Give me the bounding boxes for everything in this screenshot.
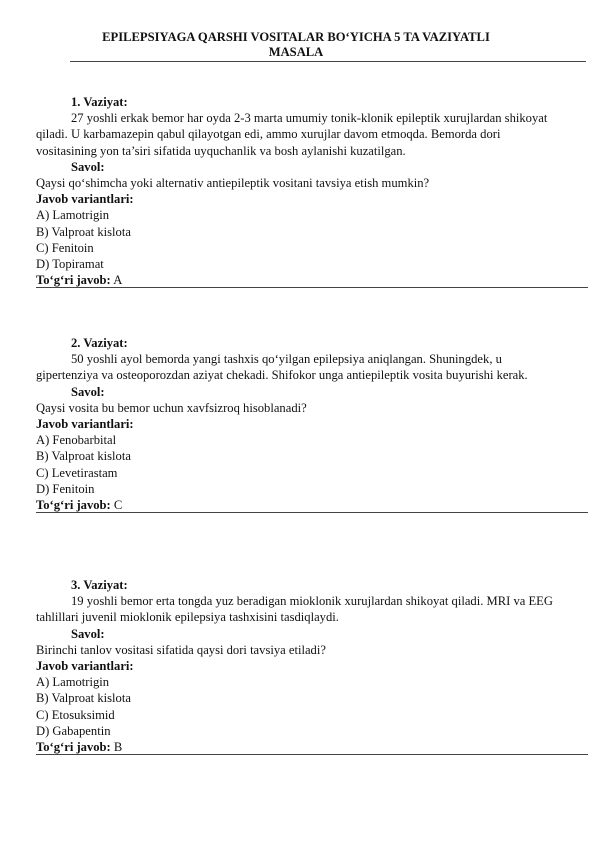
document-title bbox=[36, 30, 556, 60]
answer-divider bbox=[36, 512, 588, 513]
correct-answer-value: B bbox=[113, 740, 123, 755]
option-d: D) Gabapentin bbox=[36, 723, 111, 738]
options-label: Javob variantlari: bbox=[36, 417, 134, 432]
question-text: Birinchi tanlov vositasi sifatida qaysi dori tavsiya etiladi? bbox=[36, 642, 326, 657]
title-line-1: EPILEPSIYAGA QARSHI VOSITALAR BO‘YICHA 5 TA VAZIYATLI bbox=[102, 30, 490, 44]
correct-answer-row bbox=[36, 272, 556, 288]
case-text: 27 yoshli erkak bemor har oyda 2-3 marta umumiy tonik-klonik epileptik xurujlardan shikoyat qiladi. U karbamazepin qabul qilayotgan edi, ammo xurujlar davom etmoqda. Bemorda dori vositasining yon ta’siri sifatida uyquchanlik va bosh aylanishi kuzatilgan. bbox=[36, 111, 548, 158]
question-label: Savol: bbox=[71, 159, 105, 174]
correct-answer-row bbox=[36, 497, 556, 513]
option-d: D) Topiramat bbox=[36, 257, 104, 272]
option-a: A) Fenobarbital bbox=[36, 433, 117, 448]
option-c: C) Levetirastam bbox=[36, 465, 118, 480]
options-label: Javob variantlari: bbox=[36, 192, 134, 207]
correct-answer-value: A bbox=[113, 273, 123, 288]
correct-answer-label: To‘g‘ri javob: bbox=[36, 498, 111, 513]
case-text: 50 yoshli ayol bemorda yangi tashxis qo‘yilgan epilepsiya aniqlangan. Shuningdek, u gipertenziya va osteoporozdan aziyat chekadi. Shifokor unga antiepileptik vosita buyurishi kerak. bbox=[36, 352, 528, 383]
answer-divider bbox=[36, 754, 588, 755]
option-b: B) Valproat kislota bbox=[36, 691, 131, 706]
option-c: C) Etosuksimid bbox=[36, 707, 115, 722]
correct-answer-label: To‘g‘ri javob: bbox=[36, 740, 111, 755]
case-heading: 1. Vaziyat: bbox=[71, 95, 128, 109]
title-divider bbox=[70, 61, 586, 62]
question-label: Savol: bbox=[71, 626, 105, 641]
correct-answer-row bbox=[36, 739, 556, 755]
case-heading: 2. Vaziyat: bbox=[71, 336, 128, 350]
case-3 bbox=[36, 577, 556, 755]
option-a: A) Lamotrigin bbox=[36, 675, 110, 690]
correct-answer-label: To‘g‘ri javob: bbox=[36, 273, 111, 288]
option-b: B) Valproat kislota bbox=[36, 224, 131, 239]
correct-answer-value: C bbox=[113, 498, 123, 513]
option-b: B) Valproat kislota bbox=[36, 449, 131, 464]
question-text: Qaysi vosita bu bemor uchun xavfsizroq hisoblanadi? bbox=[36, 400, 307, 415]
case-text: 19 yoshli bemor erta tongda yuz beradigan mioklonik xurujlardan shikoyat qiladi. MRI va EEG tahlillari juvenil mioklonik epilepsiya tashxisini tasdiqlaydi. bbox=[36, 594, 553, 625]
question-text: Qaysi qo‘shimcha yoki alternativ antiepileptik vositani tavsiya etish mumkin? bbox=[36, 176, 430, 191]
option-a: A) Lamotrigin bbox=[36, 208, 110, 223]
option-c: C) Fenitoin bbox=[36, 240, 94, 255]
question-label: Savol: bbox=[71, 384, 105, 399]
options-label: Javob variantlari: bbox=[36, 659, 134, 674]
case-2 bbox=[36, 335, 556, 513]
case-heading: 3. Vaziyat: bbox=[71, 578, 128, 592]
title-line-2: MASALA bbox=[268, 45, 324, 59]
option-d: D) Fenitoin bbox=[36, 481, 95, 496]
case-1 bbox=[36, 94, 556, 288]
answer-divider bbox=[36, 287, 588, 288]
